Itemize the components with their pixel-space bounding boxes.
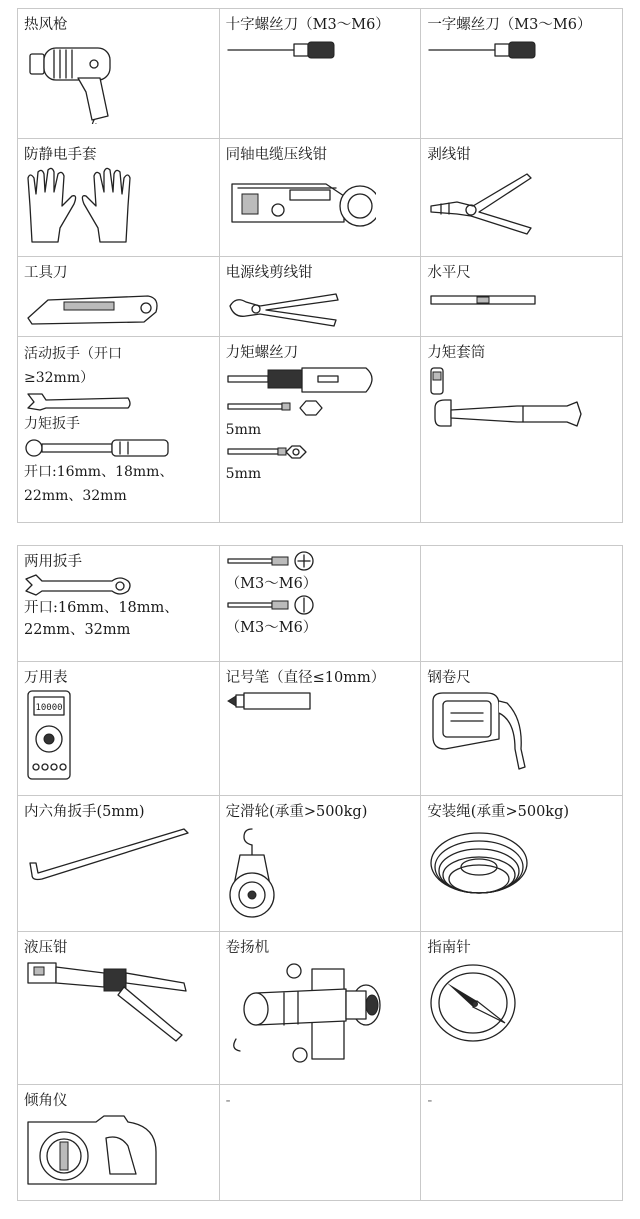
table-row xyxy=(18,662,623,796)
table-row xyxy=(18,932,623,1085)
phillips-screwdriver-icon xyxy=(226,36,346,66)
bit-size-2: 5mm xyxy=(225,466,262,482)
wire-stripper-icon xyxy=(427,166,537,238)
table-row xyxy=(18,139,623,257)
phillips-screwdriver-label: 十字螺丝刀（M3～M6） xyxy=(225,17,390,33)
cell-phillips-screwdriver xyxy=(219,9,421,139)
adjustable-wrench-label: 活动扳手（开口 xyxy=(24,346,122,362)
cell-combination-wrench xyxy=(18,546,220,662)
heat-gun-icon xyxy=(24,36,120,124)
multimeter-label: 万用表 xyxy=(24,670,68,686)
flat-bit-icon xyxy=(226,595,336,617)
hex-key-label: 内六角扳手(5mm) xyxy=(24,804,145,820)
phillips-bit-icon xyxy=(226,551,336,573)
cell-empty xyxy=(421,546,623,662)
empty-dash: - xyxy=(225,1093,231,1109)
torque-screwdriver-icon xyxy=(226,364,386,398)
table-row xyxy=(18,9,623,139)
utility-knife-icon xyxy=(24,284,164,328)
torque-wrench-label: 力矩扳手 xyxy=(24,416,80,432)
table-row xyxy=(18,796,623,932)
wire-stripper-label: 剥线钳 xyxy=(427,147,471,163)
combination-wrench-sizes-1: 开口:16mm、18mm、 xyxy=(24,600,179,616)
cell-heat-gun xyxy=(18,9,220,139)
cell-cable-cutter xyxy=(219,257,421,337)
bit-hex-icon xyxy=(226,442,336,462)
cell-coax-crimper xyxy=(219,139,421,257)
rope-icon xyxy=(427,823,537,909)
torque-socket-icon xyxy=(427,364,587,444)
coax-crimper-label: 同轴电缆压线钳 xyxy=(225,147,328,163)
cell-hex-key xyxy=(18,796,220,932)
torque-screwdriver-label: 力矩螺丝刀 xyxy=(225,345,299,361)
cell-pulley xyxy=(219,796,421,932)
cell-rope xyxy=(421,796,623,932)
cell-level xyxy=(421,257,623,337)
esd-gloves-label: 防静电手套 xyxy=(24,147,97,163)
cell-esd-gloves xyxy=(18,139,220,257)
coax-crimper-icon xyxy=(226,166,376,238)
utility-knife-label: 工具刀 xyxy=(24,265,68,281)
multimeter-icon xyxy=(24,689,74,783)
multimeter-display: 10000 xyxy=(35,703,63,713)
combination-wrench-icon xyxy=(24,573,134,597)
rope-label: 安装绳(承重>500kg) xyxy=(427,804,570,820)
cell-utility-knife xyxy=(18,257,220,337)
cell-tape-measure xyxy=(421,662,623,796)
table-row xyxy=(18,337,623,523)
phillips-bit-size: （M3～M6） xyxy=(225,576,318,592)
winch-label: 卷扬机 xyxy=(225,940,270,956)
gloves-icon xyxy=(24,166,134,246)
torque-socket-label: 力矩套筒 xyxy=(427,345,486,361)
compass-icon xyxy=(427,959,527,1049)
empty-dash: - xyxy=(427,1093,433,1109)
torque-wrench-sizes-2: 22mm、32mm xyxy=(24,488,127,504)
cell-multimeter xyxy=(18,662,220,796)
adjustable-wrench-icon xyxy=(24,390,134,412)
cell-compass xyxy=(421,932,623,1085)
hex-key-icon xyxy=(24,823,194,897)
cell-empty-1 xyxy=(219,1085,421,1201)
cell-bits xyxy=(219,546,421,662)
torque-wrench-icon xyxy=(24,436,174,460)
combination-wrench-sizes-2: 22mm、32mm xyxy=(24,622,131,638)
hydraulic-crimper-label: 液压钳 xyxy=(24,940,68,956)
combination-wrench-label: 两用扳手 xyxy=(24,554,82,570)
tools-table-2 xyxy=(17,545,623,1201)
pulley-label: 定滑轮(承重>500kg) xyxy=(225,804,368,820)
bit-hex-icon xyxy=(226,398,336,418)
hydraulic-crimper-icon xyxy=(24,959,194,1049)
compass-label: 指南针 xyxy=(427,940,471,956)
cable-cutter-icon xyxy=(226,284,346,328)
inclinometer-icon xyxy=(24,1112,164,1188)
winch-icon xyxy=(226,959,386,1071)
cell-empty-2 xyxy=(421,1085,623,1201)
flat-screwdriver-label: 一字螺丝刀（M3～M6） xyxy=(427,17,592,33)
cell-torque-screwdriver xyxy=(219,337,421,523)
flat-screwdriver-icon xyxy=(427,36,547,66)
marker-icon xyxy=(226,689,326,713)
level-icon xyxy=(427,284,547,324)
cell-wire-stripper xyxy=(421,139,623,257)
pulley-icon xyxy=(226,823,286,927)
bit-size-1: 5mm xyxy=(225,422,262,438)
heat-gun-label: 热风枪 xyxy=(24,17,68,33)
tools-table-1 xyxy=(17,8,623,523)
marker-label: 记号笔（直径≤10mm） xyxy=(225,670,386,686)
level-label: 水平尺 xyxy=(427,265,471,281)
cell-hydraulic-crimper xyxy=(18,932,220,1085)
torque-wrench-sizes-1: 开口:16mm、18mm、 xyxy=(24,464,174,480)
table-row xyxy=(18,257,623,337)
cell-marker xyxy=(219,662,421,796)
cell-inclinometer xyxy=(18,1085,220,1201)
flat-bit-size: （M3～M6） xyxy=(225,620,318,636)
tape-measure-icon xyxy=(427,689,537,775)
adjustable-wrench-size: ≥32mm） xyxy=(24,370,95,386)
tape-measure-label: 钢卷尺 xyxy=(427,670,471,686)
table-row xyxy=(18,1085,623,1201)
cable-cutter-label: 电源线剪线钳 xyxy=(225,265,313,281)
inclinometer-label: 倾角仪 xyxy=(24,1093,68,1109)
cell-flat-screwdriver xyxy=(421,9,623,139)
cell-winch xyxy=(219,932,421,1085)
cell-torque-socket xyxy=(421,337,623,523)
table-row xyxy=(18,546,623,662)
cell-wrenches xyxy=(18,337,220,523)
